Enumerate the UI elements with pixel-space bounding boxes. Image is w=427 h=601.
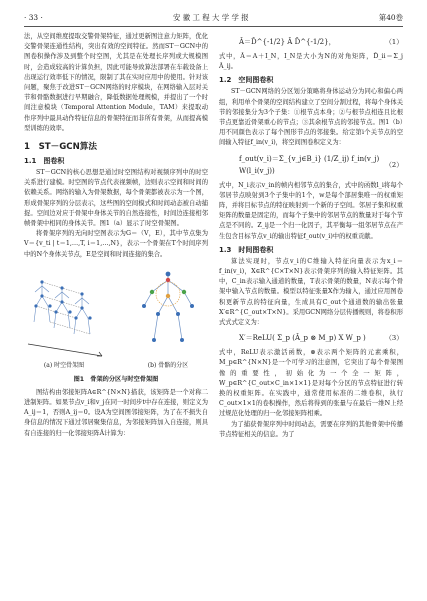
partition-drawing	[142, 271, 194, 341]
section-1-title: 1 ST－GCN算法	[24, 142, 97, 153]
equation-3-body: X′＝ReLU( Σ_p (Â_p ⊗ M_p) X W_p )	[239, 334, 366, 343]
equation-2-body: f_out(v_i)＝Σ_{v_j∈B_i} (1/Z_ij) f_in(v_j) W(l_i(v_j))	[239, 154, 380, 175]
section-1-1-title: 1.1 图卷积	[24, 157, 65, 166]
equation-1	[219, 36, 403, 48]
intro-paragraph: 法，从空间维度提取交警骨架特征，通过更新图注意力矩阵，优化交警骨架连通性结构，突出有效的空间特征。然而ST－GCN中的图卷积操作涉及到整个时空图，尤其是在处理长序列或大规模图时，会造成较高的计算负担，因此可能导致算法部署在车载设备上出现运行效率低下的情况，限制了其在实时应用中的使用。针对该问题，聚焦于改进ST－GCN网络的时序模块，在网络输入层对关节和骨骼数据进行早期融合，降低数据处理规模，并提出了一个时间注意模块（Temporal Attention Module，TAM）来提取动作序列中最具动作特征信息的骨架特征而非所有骨架，从而提高模型训练的效率。	[24, 33, 208, 132]
right-column	[219, 32, 403, 440]
page-header	[24, 10, 403, 24]
volume-label: 第40卷	[378, 12, 403, 22]
page-number: · 33 ·	[24, 12, 43, 22]
paragraph-adjacency: 图结构由邻接矩阵A∈R^{N×N}描获，该矩阵是一个对称二进制矩阵。如果节点v_i和v_j在同一时间步t中存在连接，则定义为A_ij＝1，否则A_ij＝0。设A为空间图邻接矩阵，为了在不损失自身信息的情况下通过邻居聚集信息，为邻接矩阵加入自连接，则具有自连接的归一化邻接矩阵Â计算为：	[24, 388, 208, 437]
equation-1-number: （1）	[385, 38, 403, 46]
paragraph-graph-def: 将骨架序列的无向时空图表示为G＝（V，E），其中节点集为V＝{v_ti | t＝1,…,T, i＝1,…,N}，表示一个骨架在T个时间序列中的N个身体关节点，E是空间和时间连接的集合。	[24, 230, 208, 258]
equation-1-body: Â＝D̂^{-1/2} Â D̂^{-1/2}，	[239, 38, 336, 46]
paragraph-graph-conv: ST－GCN的核心思想是通过时空图结构对视频序列中的时空关系进行建模。时空图的节点代表视频帧，边则表示空间和时间的依赖关系。网络的输入为骨架数据，每个骨架都被表示为一个图，形成骨架序列的分层表示，这些图的空间模式和时间动态被自动捕捉。空间边对应于骨架中身体关节的自然连接性，时间边连接相邻帧骨架中相同的身体关节。图1（a）显示了时空骨架图。	[24, 169, 208, 228]
paragraph-neighbor: 式中，N_i表示v_in的帧内相邻节点的集合，式中的函数l_i将每个邻居节点映射到3个子集中的1个，w是每个部居集唯一的权重矩阵，并将目标节点的特征映射到一个新的子空间。邻居子集和权重矩阵的数量是固定的，而每个子集中的邻居节点的数量对于每个节点是不同的。Z_ij是一个归一化因子，其平衡每一组邻居节点在产生包含目标节点v_i的输出特征f_out(v_i)中的权重贡献。	[219, 181, 403, 240]
section-1-3-title: 1.3 时间图卷积	[219, 245, 274, 254]
figure-1	[24, 264, 208, 372]
figure-1a-caption: (a) 时空骨架图	[43, 361, 85, 369]
equation-3-number: （3）	[385, 334, 403, 343]
paragraph-temporal-conv: 算法实现时，节点v_i的C维输入特征向量表示为x_i＝f_in(v_i)，X∈R^{C×T×N}表示骨架序列的输入特征矩阵。其中，C_in表示输入通道的数量，T表示骨架的数量，N表示每个骨架中输入节点的数量。模型以特征张量X作为输入，通过应用图卷积更新节点的特征向量，生成具有C_out个通道数的输出张量X′∈R^{C_out×T×N}。采用GCN网络分层传播规则，将卷积形式式式定义为：	[219, 257, 403, 327]
equation-2	[219, 153, 403, 177]
paragraph-temporal-dyn: 为了捕获骨架序列中时间动态，需要在序列的其他骨架中传播节点特征相关的信息。为了	[219, 420, 403, 438]
equation-3	[219, 332, 403, 344]
equation-1-note: 式中，Â＝A＋I_N，I_N是大小为N的对角矩阵，D̂_ii＝Σ_j Â_ij。	[219, 53, 403, 71]
equation-2-number: （2）	[385, 160, 403, 169]
left-column	[24, 32, 208, 439]
paragraph-spatial-conv: ST－GCN网络的分区划分策略将身体运动分为同心和偏心两组，利用单个骨架的空间结构建立了空间分割过程，将每个身体关节的邻接集分为3个子集：①根节点本身；②与根节点相连且比根节点更靠近骨架重心的节点；③其余根节点的邻接节点。图1（b）用不同颜色表示了每个图形节点的邻接集。给定第i个关节点的空间输入特征f_in(v_i)，将空间图卷积定义为：	[219, 88, 403, 147]
header-rule	[24, 26, 403, 27]
paragraph-relu: 式中，ReLU表示激活函数，⊗表示两个矩阵的元素乘积，M_p∈R^{N×N}是一个可学习的注意图，它突出了每个骨架图像的重要性，初始化为一个全一矩阵，W_p∈R^{C_out×C_in×1×1}是对每个分区的节点特征进行转换的权重矩阵。在实践中，通常使用标准的二维卷积，执行C_out×1×1的卷积操作，然后将得到的张量与在最后一维N上经过规范化处理的归一化邻接矩阵相乘。	[219, 349, 403, 418]
time-arrow-icon	[28, 344, 102, 356]
section-1-2-title: 1.2 空间图卷积	[219, 76, 274, 85]
journal-name: 安 徽 工 程 大 学 学 报	[173, 12, 249, 22]
figure-1-caption: 图1 骨架的分区与时空骨架图	[73, 375, 159, 383]
figure-1-graphic	[24, 264, 208, 360]
figure-1b-caption: (b) 骨骼的分区	[147, 361, 189, 369]
